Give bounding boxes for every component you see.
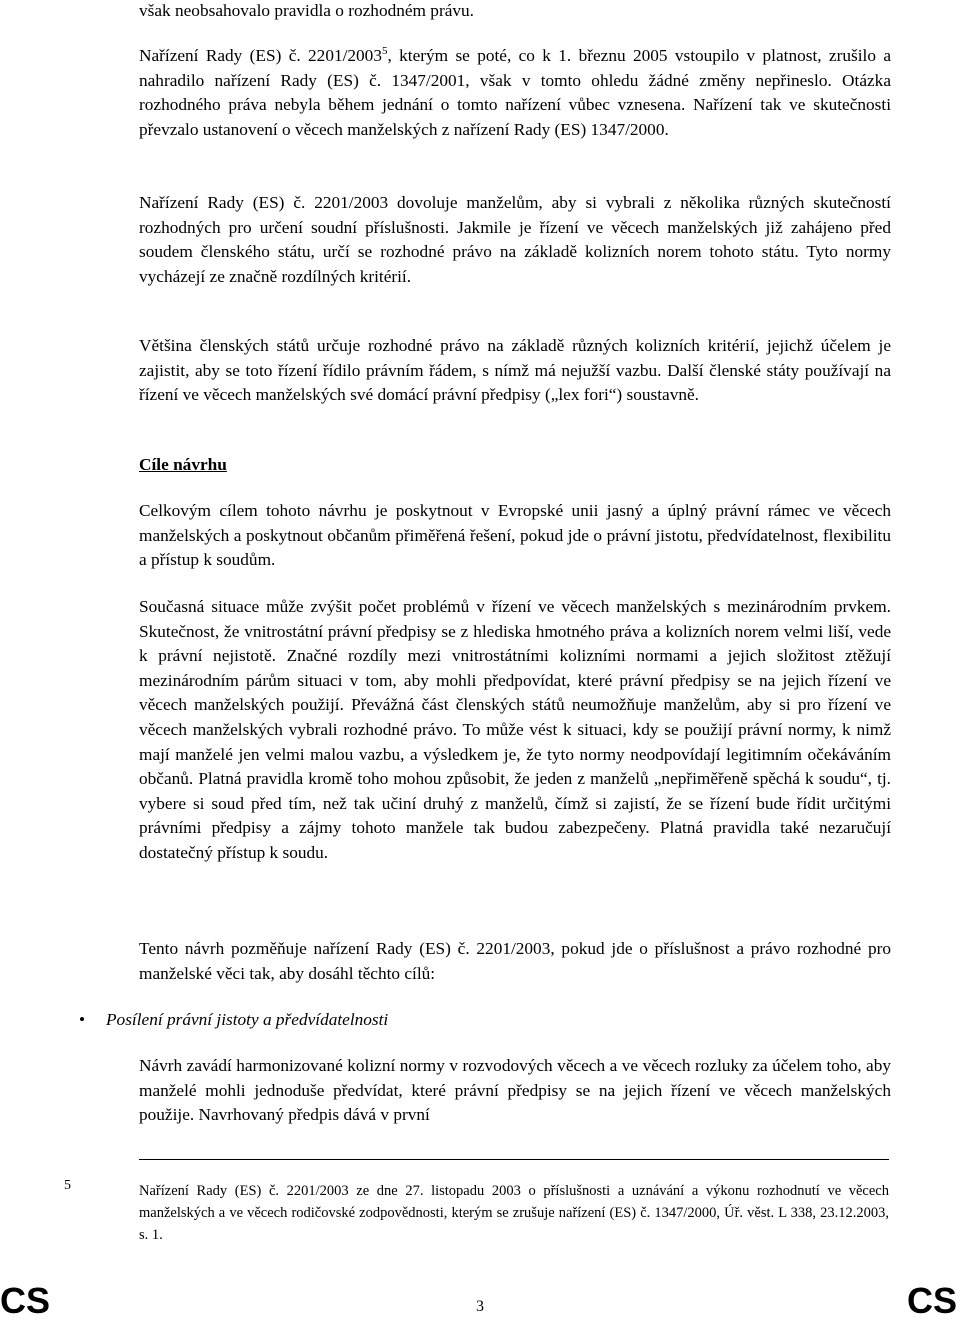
bullet-item-text: Posílení právní jistoty a předvídatelnosti [106,1010,389,1029]
section-heading: Cíle návrhu [139,455,227,474]
bullet-icon: • [79,1010,86,1029]
footnote-text: Nařízení Rady (ES) č. 2201/2003 ze dne 27. listopadu 2003 o příslušnosti a uznávání a výkonu rozhodnutí ve věcech manželských a ve věcech rodičovské zodpovědnosti, kterým se zrušuje nařízení (ES) č. 1347/2000, Úř. věst. L 338, 23.12.2003, s. 1. [139,1183,889,1243]
paragraph-1-rest: , kterým se poté, co k 1. březnu 2005 vstoupilo v platnost, zrušilo a nahradilo nařízení Rady (ES) č. 1347/2001, však v tomto ohledu žádné změny nepřineslo. Otázka rozhodného práva nebyla během jednání o tomto nařízení vůbec vznesena. Nařízení tak ve skutečnosti převzalo ustanovení o věcech manželských z nařízení Rady (ES) 1347/2000. [139,46,891,139]
paragraph-2: Nařízení Rady (ES) č. 2201/2003 dovoluje manželům, aby si vybrali z několika různých skutečností rozhodných pro určení soudní příslušnosti. Jakmile je řízení ve věcech manželských již zahájeno před soudem členského státu, určí se rozhodné právo na základě kolizních norem tohoto státu. Tyto normy vycházejí ze značně rozdílných kritérií. [139,193,891,286]
paragraph-0: však neobsahovalo pravidla o rozhodném právu. [139,1,474,20]
footnote-number: 5 [64,1178,71,1193]
paragraph-3: Většina členských států určuje rozhodné právo na základě různých kolizních kritérií, jejichž účelem je zajistit, aby se toto řízení řídilo právním řádem, s nímž má nejužší vazbu. Další členské státy používají na řízení ve věcech manželských své domácí právní předpisy („lex fori“) soustavně. [139,336,891,405]
footer-language-right: CS [906,1280,957,1321]
paragraph-4: Celkovým cílem tohoto návrhu je poskytnout v Evropské unii jasný a úplný právní rámec ve věcech manželských a poskytnout občanům přiměřená řešení, pokud jde o právní jistotu, předvídatelnost, flexibilitu a přístup k soudům. [139,501,891,570]
footer-language-left: CS [0,1280,51,1321]
paragraph-5: Současná situace může zvýšit počet problémů v řízení ve věcech manželských s mezinárodním prvkem. Skutečnost, že vnitrostátní právní předpisy se z hlediska hmotného práva a kolizních norem velmi liší, vede k právní nejistotě. Značné rozdíly mezi vnitrostátními kolizními normami a jejich složitost ztěžují mezinárodním párům situaci v tom, aby mohli předpovídat, které právní předpisy se na jejich řízení ve věcech manželských použijí. Převážná část členských států neumožňuje manželům, aby si pro řízení ve věcech manželských vybrali rozhodné právo. To může vést k situaci, kdy se použijí právní normy, k nimž mají manželé jen velmi malou vazbu, a výsledkem je, že tyto normy neodpovídají legitimním očekáváním občanů. Platná pravidla kromě toho mohou způsobit, že jeden z manželů „nepřiměřeně spěchá k soudu“, tj. vybere si soud před tím, než tak učiní druhý z manželů, čímž si zajistí, že se řízení bude řídit určitými právními předpisy a zájmy tohoto manžele tak budou zabezpečeny. Platná pravidla také nezaručují dostatečný přístup k soudu. [139,597,891,862]
footnote-separator [139,1159,889,1160]
paragraph-1-start: Nařízení Rady (ES) č. 2201/2003 [139,46,382,65]
paragraph-7: Návrh zavádí harmonizované kolizní normy v rozvodových věcech a ve věcech rozluky za účelem toho, aby manželé mohli jednoduše předvídat, které právní předpisy se na jejich řízení ve věcech manželských použije. Navrhovaný předpis dává v první [139,1056,891,1125]
page-number: 3 [476,1298,484,1315]
bullet-list-item [0,1008,891,1033]
footnote-reference[interactable]: 5 [381,45,388,58]
paragraph-6: Tento návrh pozměňuje nařízení Rady (ES) č. 2201/2003, pokud jde o příslušnost a právo rozhodné pro manželské věci tak, aby dosáhl těchto cílů: [139,939,891,983]
paragraph-1 [139,44,891,142]
